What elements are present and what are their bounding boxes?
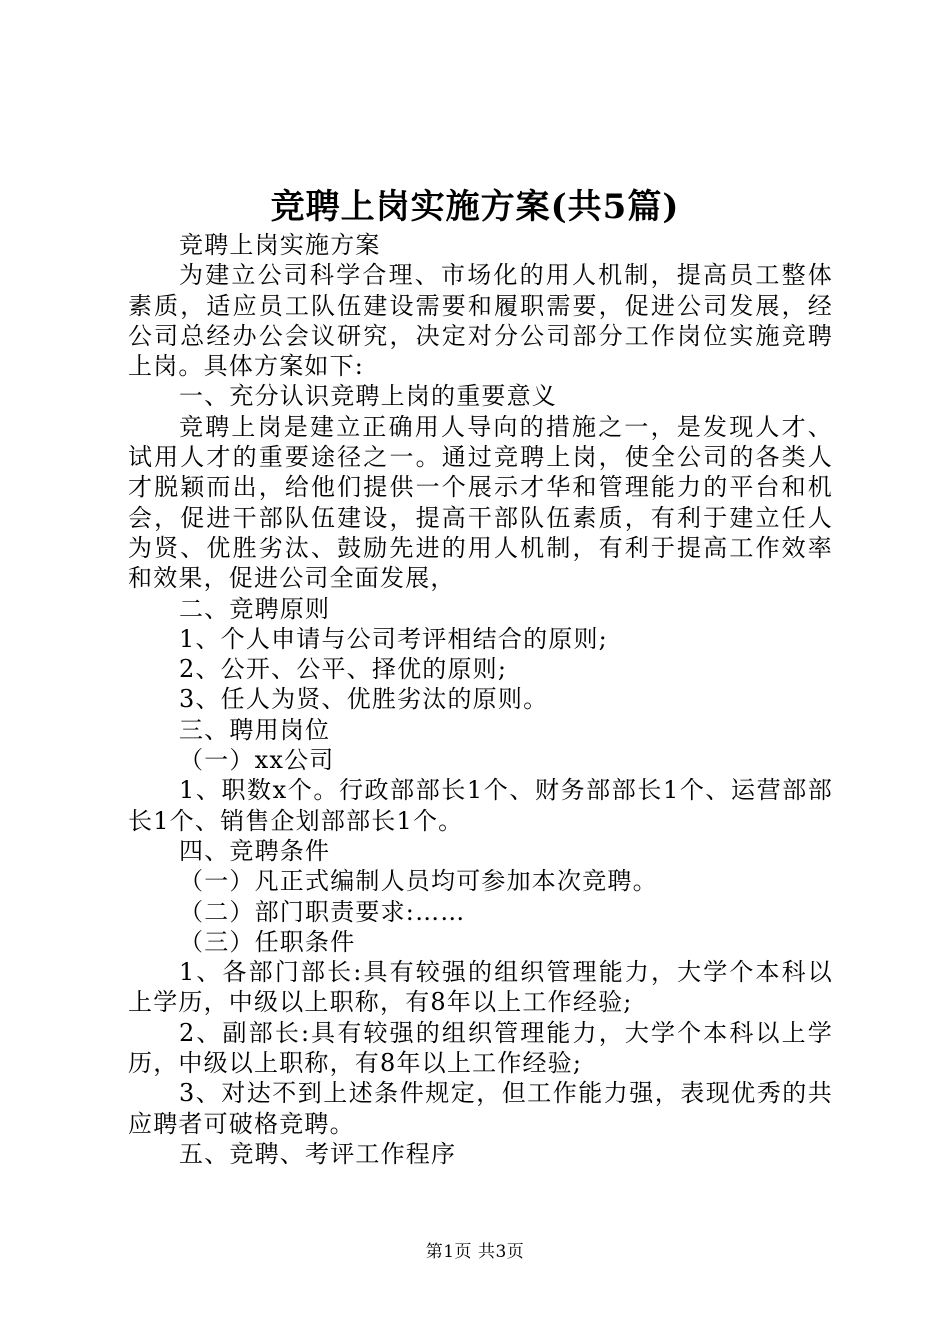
subtitle-paragraph: 竞聘上岗实施方案 <box>179 231 381 259</box>
document-body <box>128 230 833 1169</box>
section-heading-1: 一、充分认识竞聘上岗的重要意义 <box>179 382 557 411</box>
condition-item-2: （二）部门职责要求:…… <box>179 897 466 926</box>
principle-item-3: 3、任人为贤、优胜劣汰的原则。 <box>179 685 549 714</box>
requirement-item-3: 3、对达不到上述条件规定，但工作能力强，表现优秀的共应聘者可破格竞聘。 <box>128 1079 833 1138</box>
intro-paragraph: 为建立公司科学合理、市场化的用人机制，提高员工整体素质，适应员工队伍建设需要和履职需要，促进公司发展，经公司总经办公会议研究，决定对分公司部分工作岗位实施竞聘上岗。具体方案如下: <box>128 261 833 381</box>
section-1-paragraph: 竞聘上岗是建立正确用人导向的措施之一，是发现人才、试用人才的重要途径之一。通过竞聘上岗，使全公司的各类人才脱颖而出，给他们提供一个展示才华和管理能力的平台和机会，促进干部队伍建设，提高干部队伍素质，有利于建立任人为贤、优胜劣汰、鼓励先进的用人机制，有利于提高工作效率和效果，促进公司全面发展， <box>128 412 833 593</box>
page-number-footer: 第1页 共3页 <box>425 1242 525 1262</box>
section-heading-5: 五、竞聘、考评工作程序 <box>179 1139 457 1168</box>
section-heading-3: 三、聘用岗位 <box>179 715 331 744</box>
requirement-item-2: 2、副部长:具有较强的组织管理能力，大学个本科以上学历，中级以上职称，有8年以上工作经验; <box>128 1018 833 1078</box>
requirement-item-1: 1、各部门部长:具有较强的组织管理能力，大学个本科以上学历，中级以上职称，有8年以上工作经验; <box>128 958 833 1017</box>
company-subheading: （一）xx公司 <box>179 746 335 775</box>
position-count-paragraph: 1、职数x个。行政部部长1个、财务部部长1个、运营部部长1个、销售企划部部长1个。 <box>128 776 833 835</box>
principle-item-1: 1、个人申请与公司考评相结合的原则; <box>179 624 608 653</box>
document-title: 竞聘上岗实施方案(共5篇) <box>270 187 680 227</box>
condition-item-3: （三）任职条件 <box>179 927 356 956</box>
principle-item-2: 2、公开、公平、择优的原则; <box>179 655 508 684</box>
section-heading-4: 四、竞聘条件 <box>179 836 331 865</box>
section-heading-2: 二、竞聘原则 <box>179 594 331 623</box>
condition-item-1: （一）凡正式编制人员均可参加本次竞聘。 <box>179 867 658 896</box>
